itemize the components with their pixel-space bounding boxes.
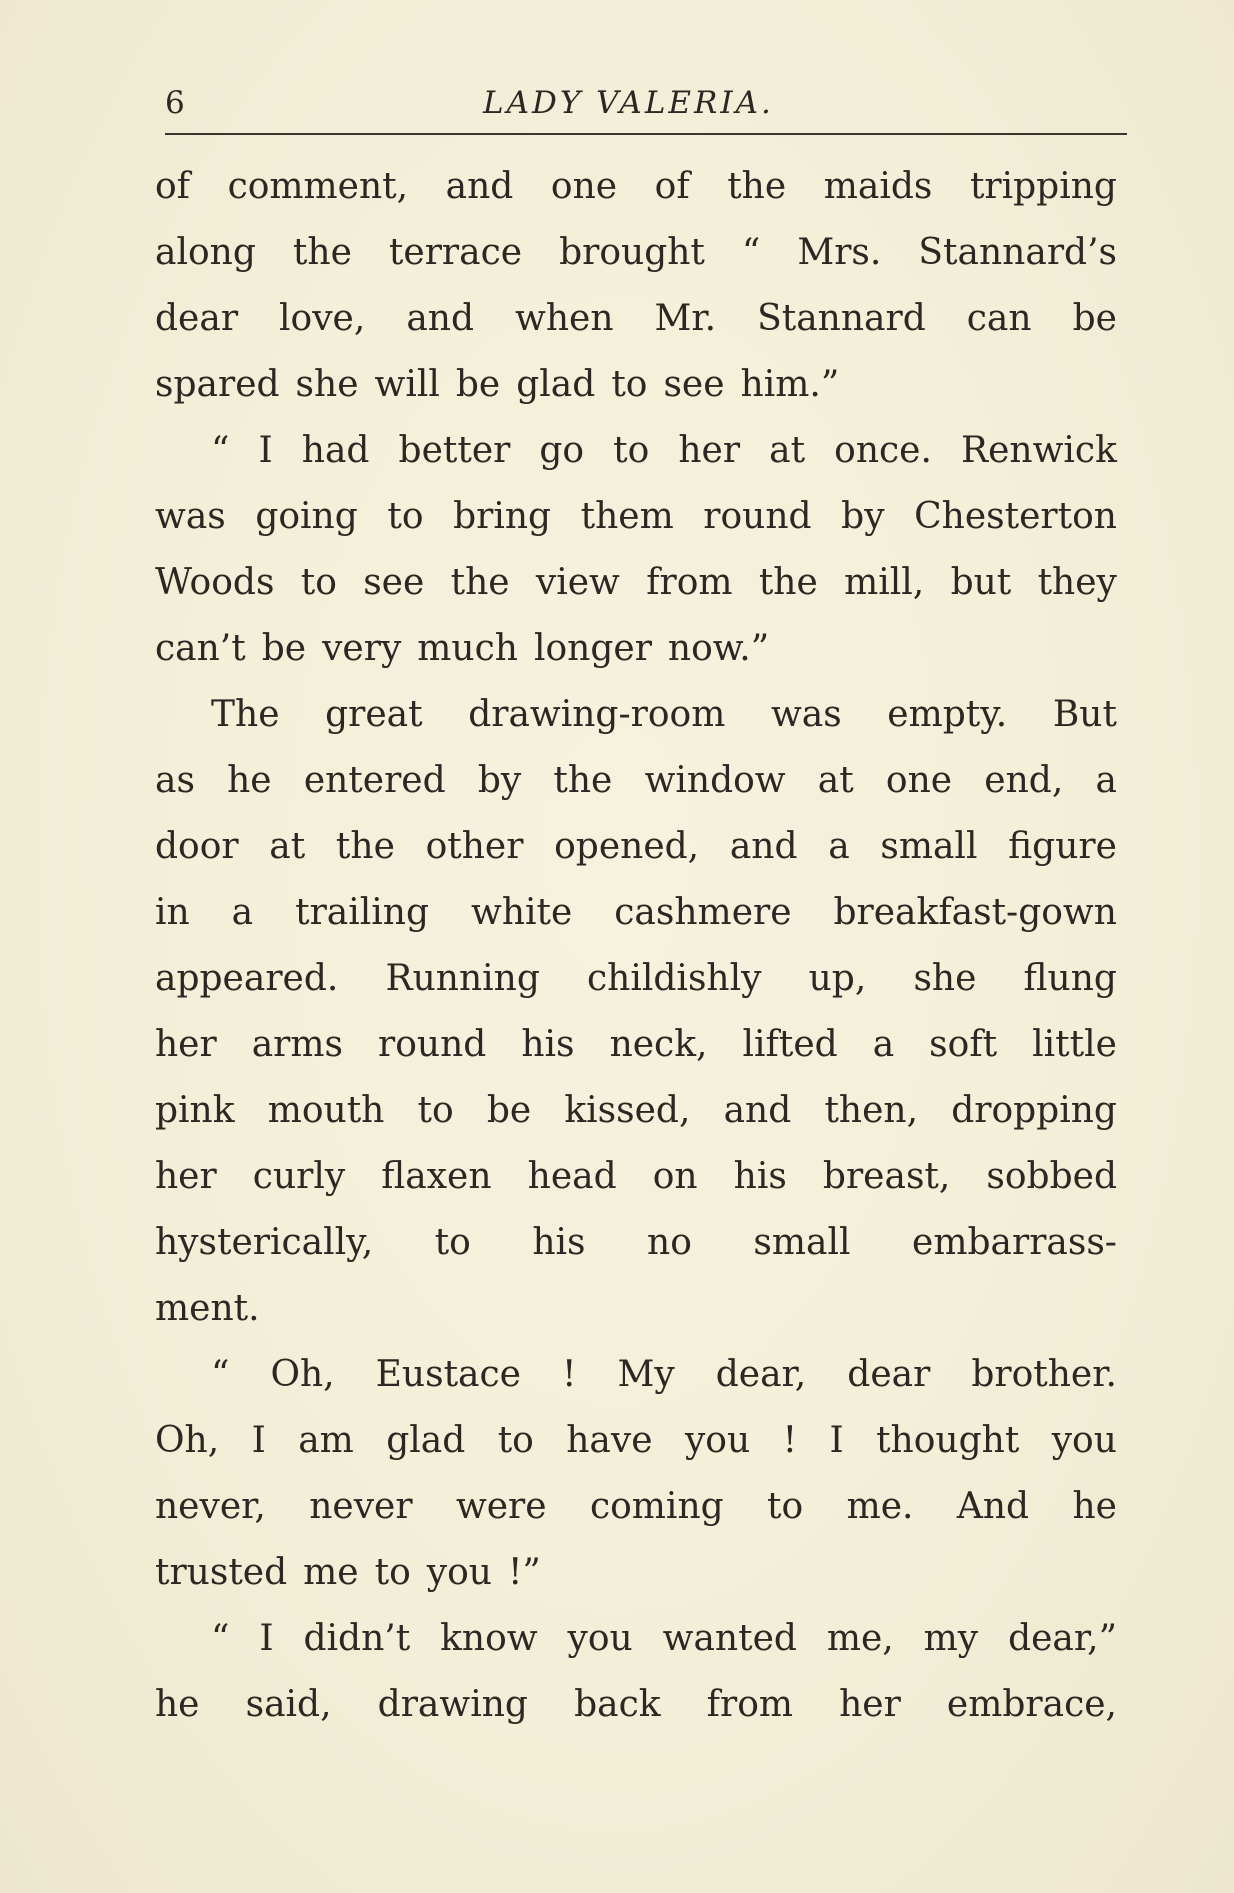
word: be <box>261 628 307 669</box>
page-header <box>165 78 1125 128</box>
word: at <box>769 430 806 471</box>
word: Eustace <box>375 1354 521 1395</box>
word: small <box>753 1222 851 1263</box>
word: to <box>767 1486 804 1527</box>
word: you <box>567 1618 633 1659</box>
word: he <box>1072 1486 1117 1527</box>
word: and <box>445 166 514 207</box>
word: from <box>706 1684 793 1725</box>
word: see <box>663 364 725 405</box>
word: and <box>723 1090 792 1131</box>
word: flaxen <box>381 1156 492 1197</box>
word: I <box>259 1618 274 1659</box>
word: opened, <box>554 826 700 867</box>
word: they <box>1037 562 1117 603</box>
text-line <box>155 1474 1117 1540</box>
word: of <box>654 166 690 207</box>
word: me. <box>846 1486 914 1527</box>
word: the <box>758 562 818 603</box>
word: he <box>227 760 272 801</box>
word: I <box>251 1420 266 1461</box>
word: coming <box>589 1486 724 1527</box>
word: to <box>611 364 648 405</box>
word: as <box>155 760 195 801</box>
word: glad <box>516 364 596 405</box>
word: by <box>477 760 522 801</box>
word: never, <box>155 1486 266 1527</box>
text-line <box>155 418 1117 484</box>
word: “ <box>211 430 230 471</box>
word: flung <box>1023 958 1117 999</box>
word: thought <box>876 1420 1020 1461</box>
body-text <box>155 154 1117 1738</box>
word: to <box>497 1420 534 1461</box>
word: glad <box>386 1420 466 1461</box>
word: my <box>923 1618 979 1659</box>
text-line <box>155 550 1117 616</box>
word: very <box>322 628 402 669</box>
word: bring <box>453 496 552 537</box>
text-line <box>155 1144 1117 1210</box>
word: her <box>155 1156 217 1197</box>
word: a <box>1095 760 1117 801</box>
header-rule <box>165 133 1127 135</box>
word: The <box>211 694 280 735</box>
word: when <box>515 298 614 339</box>
word: to <box>387 496 424 537</box>
text-line <box>155 484 1117 550</box>
text-line <box>155 352 1117 418</box>
word: her <box>678 430 741 471</box>
word: in <box>155 892 190 933</box>
word: a <box>231 892 254 933</box>
word: little <box>1032 1024 1117 1065</box>
word: breast, <box>822 1156 951 1197</box>
word: Oh, <box>270 1354 335 1395</box>
word: other <box>425 826 524 867</box>
word: embrace, <box>946 1684 1117 1725</box>
word: a <box>872 1024 895 1065</box>
word: see <box>363 562 425 603</box>
word: him.” <box>740 364 840 405</box>
text-line <box>155 220 1117 286</box>
word: she <box>295 364 359 405</box>
word: then, <box>824 1090 919 1131</box>
word: the <box>335 826 395 867</box>
word: love, <box>279 298 366 339</box>
word: were <box>455 1486 547 1527</box>
word: empty. <box>887 694 1008 735</box>
word: kissed, <box>564 1090 691 1131</box>
text-line <box>155 1012 1117 1078</box>
word: Running <box>385 958 540 999</box>
word: them <box>580 496 674 537</box>
word: window <box>644 760 786 801</box>
word: end, <box>984 760 1064 801</box>
word: appeared. <box>155 958 339 999</box>
word: and <box>729 826 798 867</box>
text-line <box>155 682 1117 748</box>
word: but <box>950 562 1012 603</box>
word: one <box>550 166 618 207</box>
word: soft <box>929 1024 998 1065</box>
word: you <box>1051 1420 1117 1461</box>
word: his <box>733 1156 787 1197</box>
word: “ <box>211 1618 230 1659</box>
word: lifted <box>742 1024 838 1065</box>
word: much <box>417 628 518 669</box>
word: had <box>301 430 370 471</box>
word: round <box>378 1024 487 1065</box>
word: you <box>426 1552 492 1593</box>
word: maids <box>823 166 933 207</box>
text-line <box>155 1342 1117 1408</box>
word: Woods <box>155 562 275 603</box>
word: And <box>956 1486 1030 1527</box>
word: of <box>155 166 190 207</box>
word: was <box>770 694 842 735</box>
word: sobbed <box>986 1156 1117 1197</box>
word: wanted <box>662 1618 797 1659</box>
word: never <box>309 1486 413 1527</box>
word: embarrass- <box>912 1222 1117 1263</box>
text-line <box>155 814 1117 880</box>
word: better <box>398 430 511 471</box>
word: from <box>646 562 733 603</box>
word: be <box>455 364 501 405</box>
word: trusted <box>155 1552 288 1593</box>
word: be <box>486 1090 532 1131</box>
word: to <box>434 1222 471 1263</box>
word: her <box>155 1024 217 1065</box>
word: ! <box>782 1420 798 1461</box>
word: drawing <box>377 1684 528 1725</box>
word: a <box>828 826 850 867</box>
word: Stannard’s <box>918 232 1117 273</box>
word: you <box>684 1420 751 1461</box>
text-line <box>155 1606 1117 1672</box>
word: dear <box>847 1354 931 1395</box>
text-line <box>155 946 1117 1012</box>
word: ment. <box>155 1288 260 1329</box>
word: to <box>374 1552 411 1593</box>
word: mouth <box>267 1090 385 1131</box>
word: be <box>1072 298 1117 339</box>
word: ! <box>562 1354 577 1395</box>
text-line <box>155 616 1117 682</box>
word: once. <box>834 430 932 471</box>
text-line <box>155 1540 1117 1606</box>
text-line <box>155 1210 1117 1276</box>
word: dear,” <box>1008 1618 1117 1659</box>
word: can <box>966 298 1032 339</box>
word: dropping <box>951 1090 1117 1131</box>
word: by <box>841 496 885 537</box>
word: longer <box>533 628 652 669</box>
word: comment, <box>227 166 409 207</box>
page-number: 6 <box>165 85 185 121</box>
text-line <box>155 1078 1117 1144</box>
word: round <box>703 496 812 537</box>
word: up, <box>808 958 867 999</box>
word: back <box>574 1684 661 1725</box>
word: along <box>155 232 256 273</box>
word: I <box>258 430 273 471</box>
text-line <box>155 154 1117 220</box>
word: the <box>450 562 510 603</box>
word: know <box>440 1618 538 1659</box>
word: Mrs. <box>797 232 882 273</box>
word: spared <box>155 364 280 405</box>
word: “ <box>211 1354 230 1395</box>
word: great <box>325 694 423 735</box>
text-line <box>155 748 1117 814</box>
word: one <box>885 760 953 801</box>
word: was <box>155 496 226 537</box>
running-head: LADY VALERIA. <box>483 85 774 121</box>
word: his <box>521 1024 575 1065</box>
word: now.” <box>667 628 770 669</box>
text-line <box>155 1672 1117 1738</box>
word: pink <box>155 1090 235 1131</box>
text-line <box>155 880 1117 946</box>
word: Mr. <box>654 298 717 339</box>
word: mill, <box>844 562 925 603</box>
word: My <box>617 1354 675 1395</box>
word: dear <box>155 298 239 339</box>
word: figure <box>1008 826 1117 867</box>
word: the <box>292 232 352 273</box>
word: cashmere <box>614 892 792 933</box>
word: Oh, <box>155 1420 220 1461</box>
word: door <box>155 826 239 867</box>
word: go <box>539 430 585 471</box>
word: terrace <box>388 232 523 273</box>
text-line <box>155 1276 1117 1342</box>
text-line <box>155 286 1117 352</box>
word: I <box>829 1420 844 1461</box>
word: going <box>255 496 358 537</box>
word: said, <box>245 1684 332 1725</box>
word: to <box>300 562 337 603</box>
word: “ <box>741 232 761 273</box>
word: the <box>727 166 787 207</box>
word: am <box>298 1420 354 1461</box>
word: on <box>652 1156 698 1197</box>
word: curly <box>252 1156 346 1197</box>
word: !” <box>507 1552 541 1593</box>
word: arms <box>251 1024 344 1065</box>
word: can’t <box>155 628 246 669</box>
word: But <box>1052 694 1117 735</box>
word: head <box>527 1156 617 1197</box>
word: her <box>839 1684 901 1725</box>
word: Renwick <box>960 430 1117 471</box>
word: she <box>913 958 977 999</box>
word: no <box>647 1222 692 1263</box>
word: tripping <box>969 166 1117 207</box>
word: the <box>553 760 613 801</box>
word: neck, <box>609 1024 708 1065</box>
word: to <box>417 1090 454 1131</box>
word: didn’t <box>303 1618 411 1659</box>
word: at <box>817 760 854 801</box>
word: will <box>374 364 440 405</box>
word: at <box>269 826 306 867</box>
word: to <box>613 430 650 471</box>
word: childishly <box>587 958 762 999</box>
word: hysterically, <box>155 1222 374 1263</box>
word: have <box>566 1420 653 1461</box>
word: and <box>406 298 475 339</box>
word: me <box>303 1552 359 1593</box>
word: dear, <box>715 1354 807 1395</box>
word: small <box>880 826 978 867</box>
word: his <box>532 1222 586 1263</box>
word: view <box>535 562 620 603</box>
word: me, <box>826 1618 894 1659</box>
word: drawing-room <box>468 694 726 735</box>
word: trailing <box>295 892 430 933</box>
word: breakfast-gown <box>833 892 1117 933</box>
word: white <box>471 892 573 933</box>
word: Chesterton <box>914 496 1117 537</box>
word: Stannard <box>757 298 926 339</box>
word: he <box>155 1684 200 1725</box>
word: brought <box>559 232 705 273</box>
word: brother. <box>971 1354 1117 1395</box>
text-line <box>155 1408 1117 1474</box>
word: entered <box>303 760 446 801</box>
